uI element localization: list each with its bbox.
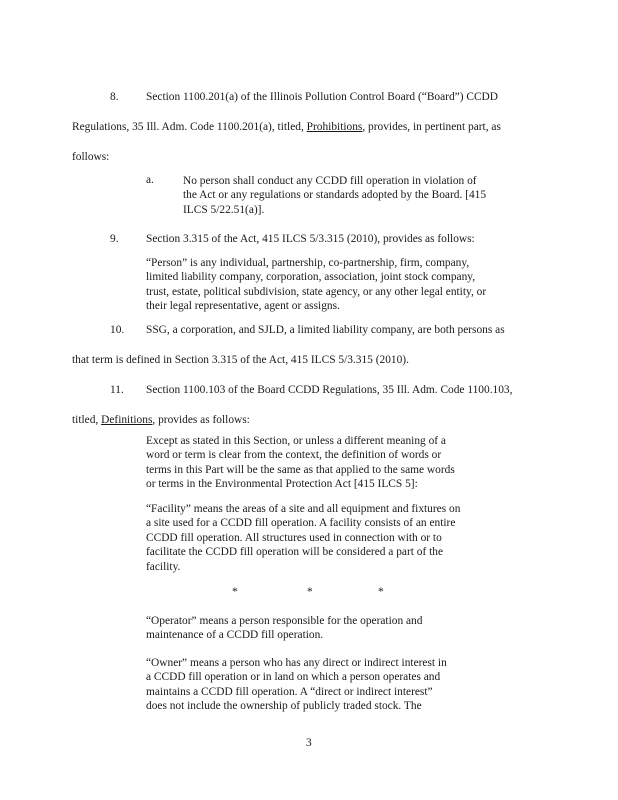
quote-line: ILCS 5/22.51(a)]. <box>183 203 265 216</box>
definitions-title: Definitions <box>101 414 153 426</box>
quote-line: trust, estate, political subdivision, state agency, or any other legal entity, or <box>146 285 487 298</box>
definitions-intro-quote <box>146 434 455 492</box>
quote-line: terms in this Part will be the same as that applied to the same words <box>146 463 455 476</box>
operator-definition-quote <box>146 614 422 643</box>
quote-line: maintenance of a CCDD fill operation. <box>146 629 324 642</box>
quote-line: No person shall conduct any CCDD fill operation in violation of <box>183 175 477 187</box>
quote-line: the Act or any regulations or standards adopted by the Board. [415 <box>183 189 487 202</box>
para-9-line-1: Section 3.315 of the Act, 415 ILCS 5/3.315 (2010), provides as follows: <box>146 233 475 245</box>
para-11-line-2-text: titled, <box>72 414 99 426</box>
para-9-number: 9. <box>110 233 119 245</box>
quote-line: a CCDD fill operation or in land on which a person operates and <box>146 671 441 684</box>
quote-line: Except as stated in this Section, or unless a different meaning of a <box>146 435 446 447</box>
quote-line: CCDD fill operation. All structures used in connection with or to <box>146 531 442 544</box>
page-number: 3 <box>306 737 312 749</box>
para-8-line-2-text: Regulations, 35 Ill. Adm. Code 1100.201(a), titled, <box>72 121 304 133</box>
para-8-number: 8. <box>110 91 119 103</box>
star-mark: * <box>307 586 313 598</box>
para-8-line-3: follows: <box>72 151 110 163</box>
quote-line: limited liability company, corporation, association, joint stock company, <box>146 271 476 284</box>
sub-item-letter: a. <box>146 174 154 186</box>
quote-line: a site used for a CCDD fill operation. A facility consists of an entire <box>146 517 456 530</box>
para-10-line-2: that term is defined in Section 3.315 of the Act, 415 ILCS 5/3.315 (2010). <box>72 354 409 366</box>
quote-line: facilitate the CCDD fill operation will be considered a part of the <box>146 546 444 559</box>
star-mark: * <box>232 586 238 598</box>
quote-line: “Facility” means the areas of a site and all equipment and fixtures on <box>146 503 461 515</box>
para-11-line-1: Section 1100.103 of the Board CCDD Regulations, 35 Ill. Adm. Code 1100.103, <box>146 384 513 396</box>
para-11-number: 11. <box>110 384 124 396</box>
person-definition-quote <box>146 256 486 314</box>
para-10-line-1: SSG, a corporation, and SJLD, a limited liability company, are both persons as <box>146 324 505 336</box>
para-8-line-2 <box>72 121 501 133</box>
quote-line: maintains a CCDD fill operation. A “direct or indirect interest” <box>146 685 433 698</box>
sub-item-a-text <box>183 174 486 217</box>
prohibitions-title: Prohibitions <box>306 121 363 133</box>
para-10-number: 10. <box>110 324 125 336</box>
quote-line: “Operator” means a person responsible for the operation and <box>146 615 423 627</box>
para-11-line-2-tail: , provides as follows: <box>152 414 250 426</box>
quote-line: does not include the ownership of publicly traded stock. The <box>146 700 422 713</box>
quote-line: or terms in the Environmental Protection Act [415 ILCS 5]: <box>146 478 418 491</box>
quote-line: word or term is clear from the context, the definition of words or <box>146 449 442 462</box>
quote-line: “Person” is any individual, partnership, co-partnership, firm, company, <box>146 257 470 269</box>
star-mark: * <box>378 586 384 598</box>
quote-line: “Owner” means a person who has any direct or indirect interest in <box>146 657 447 669</box>
para-8-line-2-tail: , provides, in pertinent part, as <box>362 121 501 133</box>
owner-definition-quote <box>146 656 447 714</box>
quote-line: facility. <box>146 560 181 573</box>
facility-definition-quote <box>146 502 460 574</box>
quote-line: their legal representative, agent or assigns. <box>146 300 340 313</box>
para-8-line-1: Section 1100.201(a) of the Illinois Pollution Control Board (“Board”) CCDD <box>146 91 499 103</box>
para-11-line-2 <box>72 414 250 426</box>
